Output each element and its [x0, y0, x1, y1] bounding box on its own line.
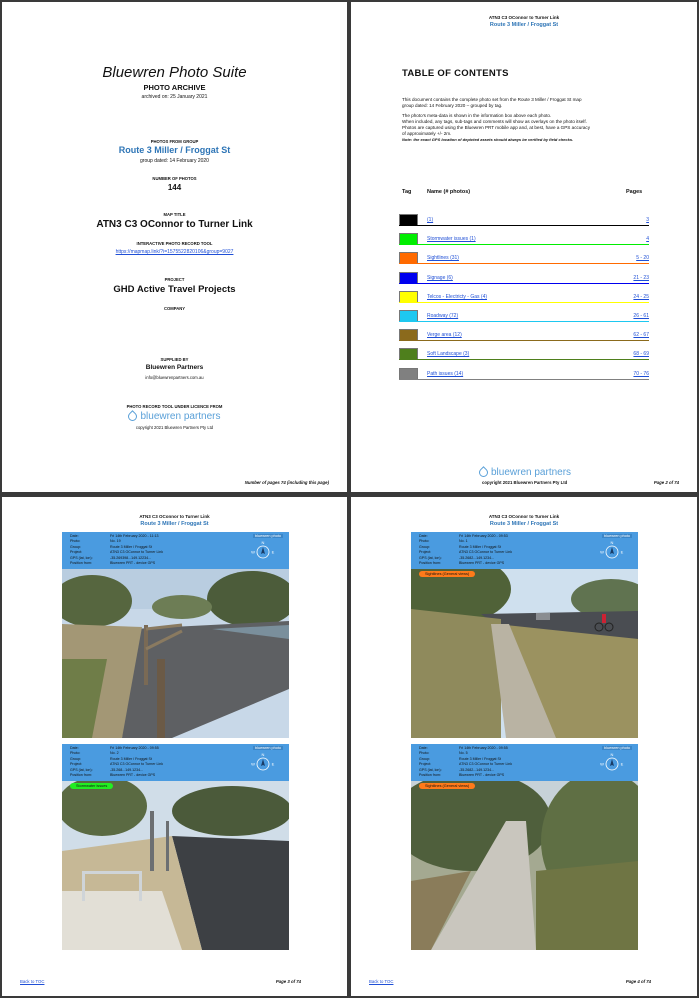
toc-row[interactable]: [399, 368, 649, 380]
toc-row[interactable]: [399, 252, 649, 264]
meta-label: GPS (lat, lon):: [70, 767, 93, 772]
toc-entry-name[interactable]: Roadway (72): [427, 313, 459, 319]
header-group-name: Route 3 Miller / Froggat St: [140, 521, 209, 527]
meta-value: Fri 14th February 2020 - 09:53: [459, 534, 508, 538]
meta-label: Date:: [419, 534, 428, 538]
meta-label: Group:: [419, 756, 430, 761]
photo-meta-box: [62, 744, 289, 781]
toc-row[interactable]: [399, 214, 649, 226]
header-map-title: ATN3 C3 OConnor to Turner Link: [488, 514, 560, 519]
tag-underline: [399, 321, 649, 322]
photo-page-4: [351, 497, 697, 996]
meta-label: Photo:: [70, 751, 81, 756]
meta-value: Bluewren PRT - device GPS: [459, 773, 505, 777]
back-to-toc-link[interactable]: Back to TOC: [369, 979, 394, 984]
supplied-label: SUPPLIED BY: [160, 357, 189, 362]
toc-entry-name[interactable]: Signage (6): [427, 274, 453, 281]
bluewren-logo-icon: [127, 410, 140, 423]
svg-text:W: W: [600, 549, 604, 555]
meta-value: Bluewren PRT - device GPS: [110, 561, 156, 565]
toc-entry-pages[interactable]: 68 - 69: [633, 351, 649, 358]
toc-row[interactable]: [399, 233, 649, 245]
page-number: Page 4 of 74: [625, 979, 651, 984]
meta-value: Fri 14th February 2020 - 11:13: [110, 534, 159, 538]
col-pages: Pages: [626, 189, 643, 195]
bluewren-photo-badge: bluewren photo: [604, 746, 630, 750]
toc-row[interactable]: [399, 291, 649, 303]
meta-value: Route 3 Miller / Froggat St: [110, 544, 152, 549]
meta-value: No. 2: [110, 751, 119, 756]
meta-label: Date:: [419, 746, 428, 750]
meta-value: ATN3 C3 OConnor to Turner Link: [110, 762, 164, 767]
header-map-title: ATN3 C3 OConnor to Turner Link: [488, 15, 560, 20]
meta-label: Photo:: [70, 539, 81, 544]
tag-underline: [399, 225, 649, 226]
meta-label: Project:: [419, 762, 432, 767]
back-to-toc-link[interactable]: Back to TOC: [20, 979, 45, 984]
meta-label: Project:: [419, 550, 432, 555]
toc-entry-name[interactable]: Verge area (12): [427, 332, 462, 339]
toc-entry-name[interactable]: Soft Landscape (3): [427, 351, 470, 358]
copyright: copyright 2021 Bluewren Partners Pty Ltd: [135, 425, 214, 430]
meta-label: Project:: [70, 550, 83, 555]
toc-row[interactable]: [399, 272, 649, 284]
meta-label: Date:: [70, 534, 79, 538]
tag-underline: [399, 283, 649, 284]
header-group-name: Route 3 Miller / Froggat St: [489, 521, 559, 527]
meta-label: Group:: [70, 544, 81, 549]
supplier-email: info@bluewrenpartners.com.au: [145, 375, 204, 380]
map-title: ATN3 C3 OConnor to Turner Link: [96, 219, 253, 230]
group-label: PHOTOS FROM GROUP: [150, 139, 199, 144]
photo-meta-box: [62, 532, 289, 569]
project-name: GHD Active Travel Projects: [113, 284, 236, 295]
toc-entry-pages[interactable]: 26 - 61: [633, 313, 649, 319]
tag-underline: [399, 302, 649, 303]
page-number: Page 2 of 74: [653, 480, 679, 485]
toc-entry-pages[interactable]: 3: [646, 217, 649, 223]
group-name: Route 3 Miller / Froggat St: [118, 145, 231, 155]
meta-label: Date:: [70, 746, 79, 750]
header-group-name: Route 3 Miller / Froggat St: [489, 22, 559, 28]
photo-tag: Stormwater issues: [70, 783, 113, 789]
tool-link[interactable]: https://mapmap.link/?i=1575522820106&group=9027: [115, 249, 234, 255]
toc-row[interactable]: [399, 329, 649, 341]
meta-label: GPS (lat, lon):: [419, 555, 442, 560]
meta-value: -35.269398...149.12234...: [110, 555, 152, 560]
svg-text:E: E: [620, 761, 624, 767]
meta-label: GPS (lat, lon):: [419, 767, 442, 772]
svg-text:E: E: [620, 549, 624, 555]
licence-label: PHOTO RECORD TOOL UNDER LICENCE FROM: [126, 404, 223, 409]
photo-card: [411, 532, 638, 738]
svg-text:N: N: [610, 752, 614, 757]
map-label: MAP TITLE: [163, 212, 186, 217]
compass-icon: [251, 752, 275, 776]
copyright: copyright 2021 Bluewren Partners Pty Ltd: [482, 480, 568, 485]
meta-label: Position from:: [70, 561, 92, 565]
toc-entry-pages[interactable]: 70 - 76: [633, 370, 649, 377]
svg-text:N: N: [261, 752, 265, 757]
toc-row[interactable]: [399, 348, 649, 360]
site-photo[interactable]: [62, 781, 289, 950]
toc-row[interactable]: [399, 310, 649, 322]
photo-count: 144: [167, 183, 182, 192]
tag-underline: [399, 379, 649, 380]
tag-underline: [399, 340, 649, 341]
meta-value: ATN3 C3 OConnor to Turner Link: [459, 550, 513, 555]
archive-subtitle: PHOTO ARCHIVE: [143, 83, 206, 92]
toc-entry-pages[interactable]: 21 - 23: [633, 274, 649, 281]
company-label: COMPANY: [163, 306, 186, 311]
meta-value: Route 3 Miller / Froggat St: [459, 756, 501, 761]
toc-entry-name[interactable]: Telcos - Electricty - Gas (4): [427, 293, 488, 300]
tag-underline: [399, 263, 649, 264]
meta-label: Photo:: [419, 751, 430, 756]
count-label: NUMBER OF PHOTOS: [152, 176, 197, 181]
svg-text:N: N: [261, 540, 265, 545]
photo-page-3: [2, 497, 347, 996]
meta-label: Group:: [419, 544, 430, 549]
bluewren-photo-badge: bluewren photo: [604, 534, 630, 538]
app-title: Bluewren Photo Suite: [102, 64, 247, 81]
bluewren-photo-badge: bluewren photo: [255, 534, 281, 538]
toc-entry-pages[interactable]: 5 - 20: [636, 255, 649, 262]
toc-entry-name[interactable]: (1): [427, 217, 434, 223]
meta-value: -35.2682...149.1234...: [459, 767, 495, 772]
bluewren-photo-badge: bluewren photo: [255, 746, 281, 750]
toc-entry-name[interactable]: Sightlines (31): [427, 255, 459, 262]
photo-card: [62, 532, 289, 738]
svg-text:W: W: [251, 549, 255, 555]
compass-icon: [600, 752, 624, 776]
meta-value: Route 3 Miller / Froggat St: [110, 756, 152, 761]
meta-value: No. 1: [459, 539, 468, 544]
group-date: group dated: 14 February 2020: [140, 158, 209, 164]
site-photo[interactable]: [411, 569, 638, 738]
bluewren-logo-icon: [477, 466, 490, 479]
bluewren-logo: bluewren partners: [2, 411, 347, 422]
header-map-title: ATN3 C3 OConnor to Turner Link: [139, 514, 210, 519]
compass-icon: [251, 540, 275, 564]
toc-page: [351, 2, 697, 492]
meta-value: Route 3 Miller / Froggat St: [459, 544, 501, 549]
meta-value: -35.2682...149.1234...: [459, 555, 495, 560]
toc-title: TABLE OF CONTENTS: [402, 68, 509, 79]
site-photo[interactable]: [62, 569, 289, 738]
meta-label: Position from:: [419, 773, 441, 777]
toc-entry-pages[interactable]: 4: [646, 236, 649, 243]
compass-icon: [600, 540, 624, 564]
meta-label: Position from:: [419, 561, 441, 565]
meta-value: ATN3 C3 OConnor to Turner Link: [459, 762, 513, 767]
svg-text:W: W: [600, 761, 604, 767]
photo-card: [62, 744, 289, 950]
meta-label: Group:: [70, 756, 81, 761]
meta-value: ATN3 C3 OConnor to Turner Link: [110, 550, 164, 555]
toc-entry-name[interactable]: Path issues (14): [427, 370, 464, 377]
meta-label: GPS (lat, lon):: [70, 555, 93, 560]
meta-value: -35.268...149.1234...: [110, 767, 144, 772]
meta-value: No. 19: [110, 539, 121, 544]
svg-text:N: N: [610, 540, 614, 545]
svg-text:W: W: [251, 761, 255, 767]
page-number: Page 3 of 74: [275, 979, 301, 984]
meta-value: Fri 14th February 2020 - 09:55: [110, 746, 159, 750]
tag-underline: [399, 244, 649, 245]
toc-entry-pages[interactable]: 62 - 67: [633, 332, 649, 339]
toc-intro: This document contains the complete photo set from the Route 3 Miller / Froggat St map group dated: 14 February 2020 – grouped by tag. The photo's meta-data is shown in the information box above each photo. When included, any tags, sub-tags and comments will show as overlays on the photo itself. Photos are captured using the Bluewren PRT mobile app and, at best, have a GPS accuracy of approximately +/- 2m. Note: the exact GPS location of depicted assets should always be verified by field checks.: [402, 97, 591, 142]
photo-tag: Sightlines (General views): [419, 571, 475, 577]
bluewren-logo: bluewren partners: [479, 467, 571, 478]
archived-date: archived on: 25 January 2021: [141, 94, 208, 100]
meta-value: No. 5: [459, 751, 468, 756]
project-label: PROJECT: [164, 277, 185, 282]
meta-label: Position from:: [70, 773, 92, 777]
photo-meta-box: [411, 744, 638, 781]
meta-value: Bluewren PRT - device GPS: [459, 561, 505, 565]
site-photo[interactable]: [411, 781, 638, 950]
photo-meta-box: [411, 532, 638, 569]
pages-note: Number of pages 74 (including this page): [244, 480, 329, 485]
cover-page: [2, 2, 347, 492]
tool-label: INTERACTIVE PHOTO RECORD TOOL: [136, 241, 213, 246]
meta-label: Project:: [70, 762, 83, 767]
photo-card: [411, 744, 638, 950]
svg-text:E: E: [271, 549, 275, 555]
meta-value: Bluewren PRT - device GPS: [110, 773, 156, 777]
photo-tag: Sightlines (General views): [419, 783, 475, 789]
meta-label: Photo:: [419, 539, 430, 544]
col-tag: Tag: [402, 189, 412, 195]
toc-entry-pages[interactable]: 24 - 25: [633, 293, 649, 300]
supplier-name: Bluewren Partners: [145, 364, 204, 371]
col-name: Name (# photos): [427, 189, 471, 195]
toc-entry-name[interactable]: Stormwater issues (1): [427, 236, 476, 243]
svg-text:E: E: [271, 761, 275, 767]
tag-underline: [399, 359, 649, 360]
meta-value: Fri 14th February 2020 - 09:55: [459, 746, 508, 750]
